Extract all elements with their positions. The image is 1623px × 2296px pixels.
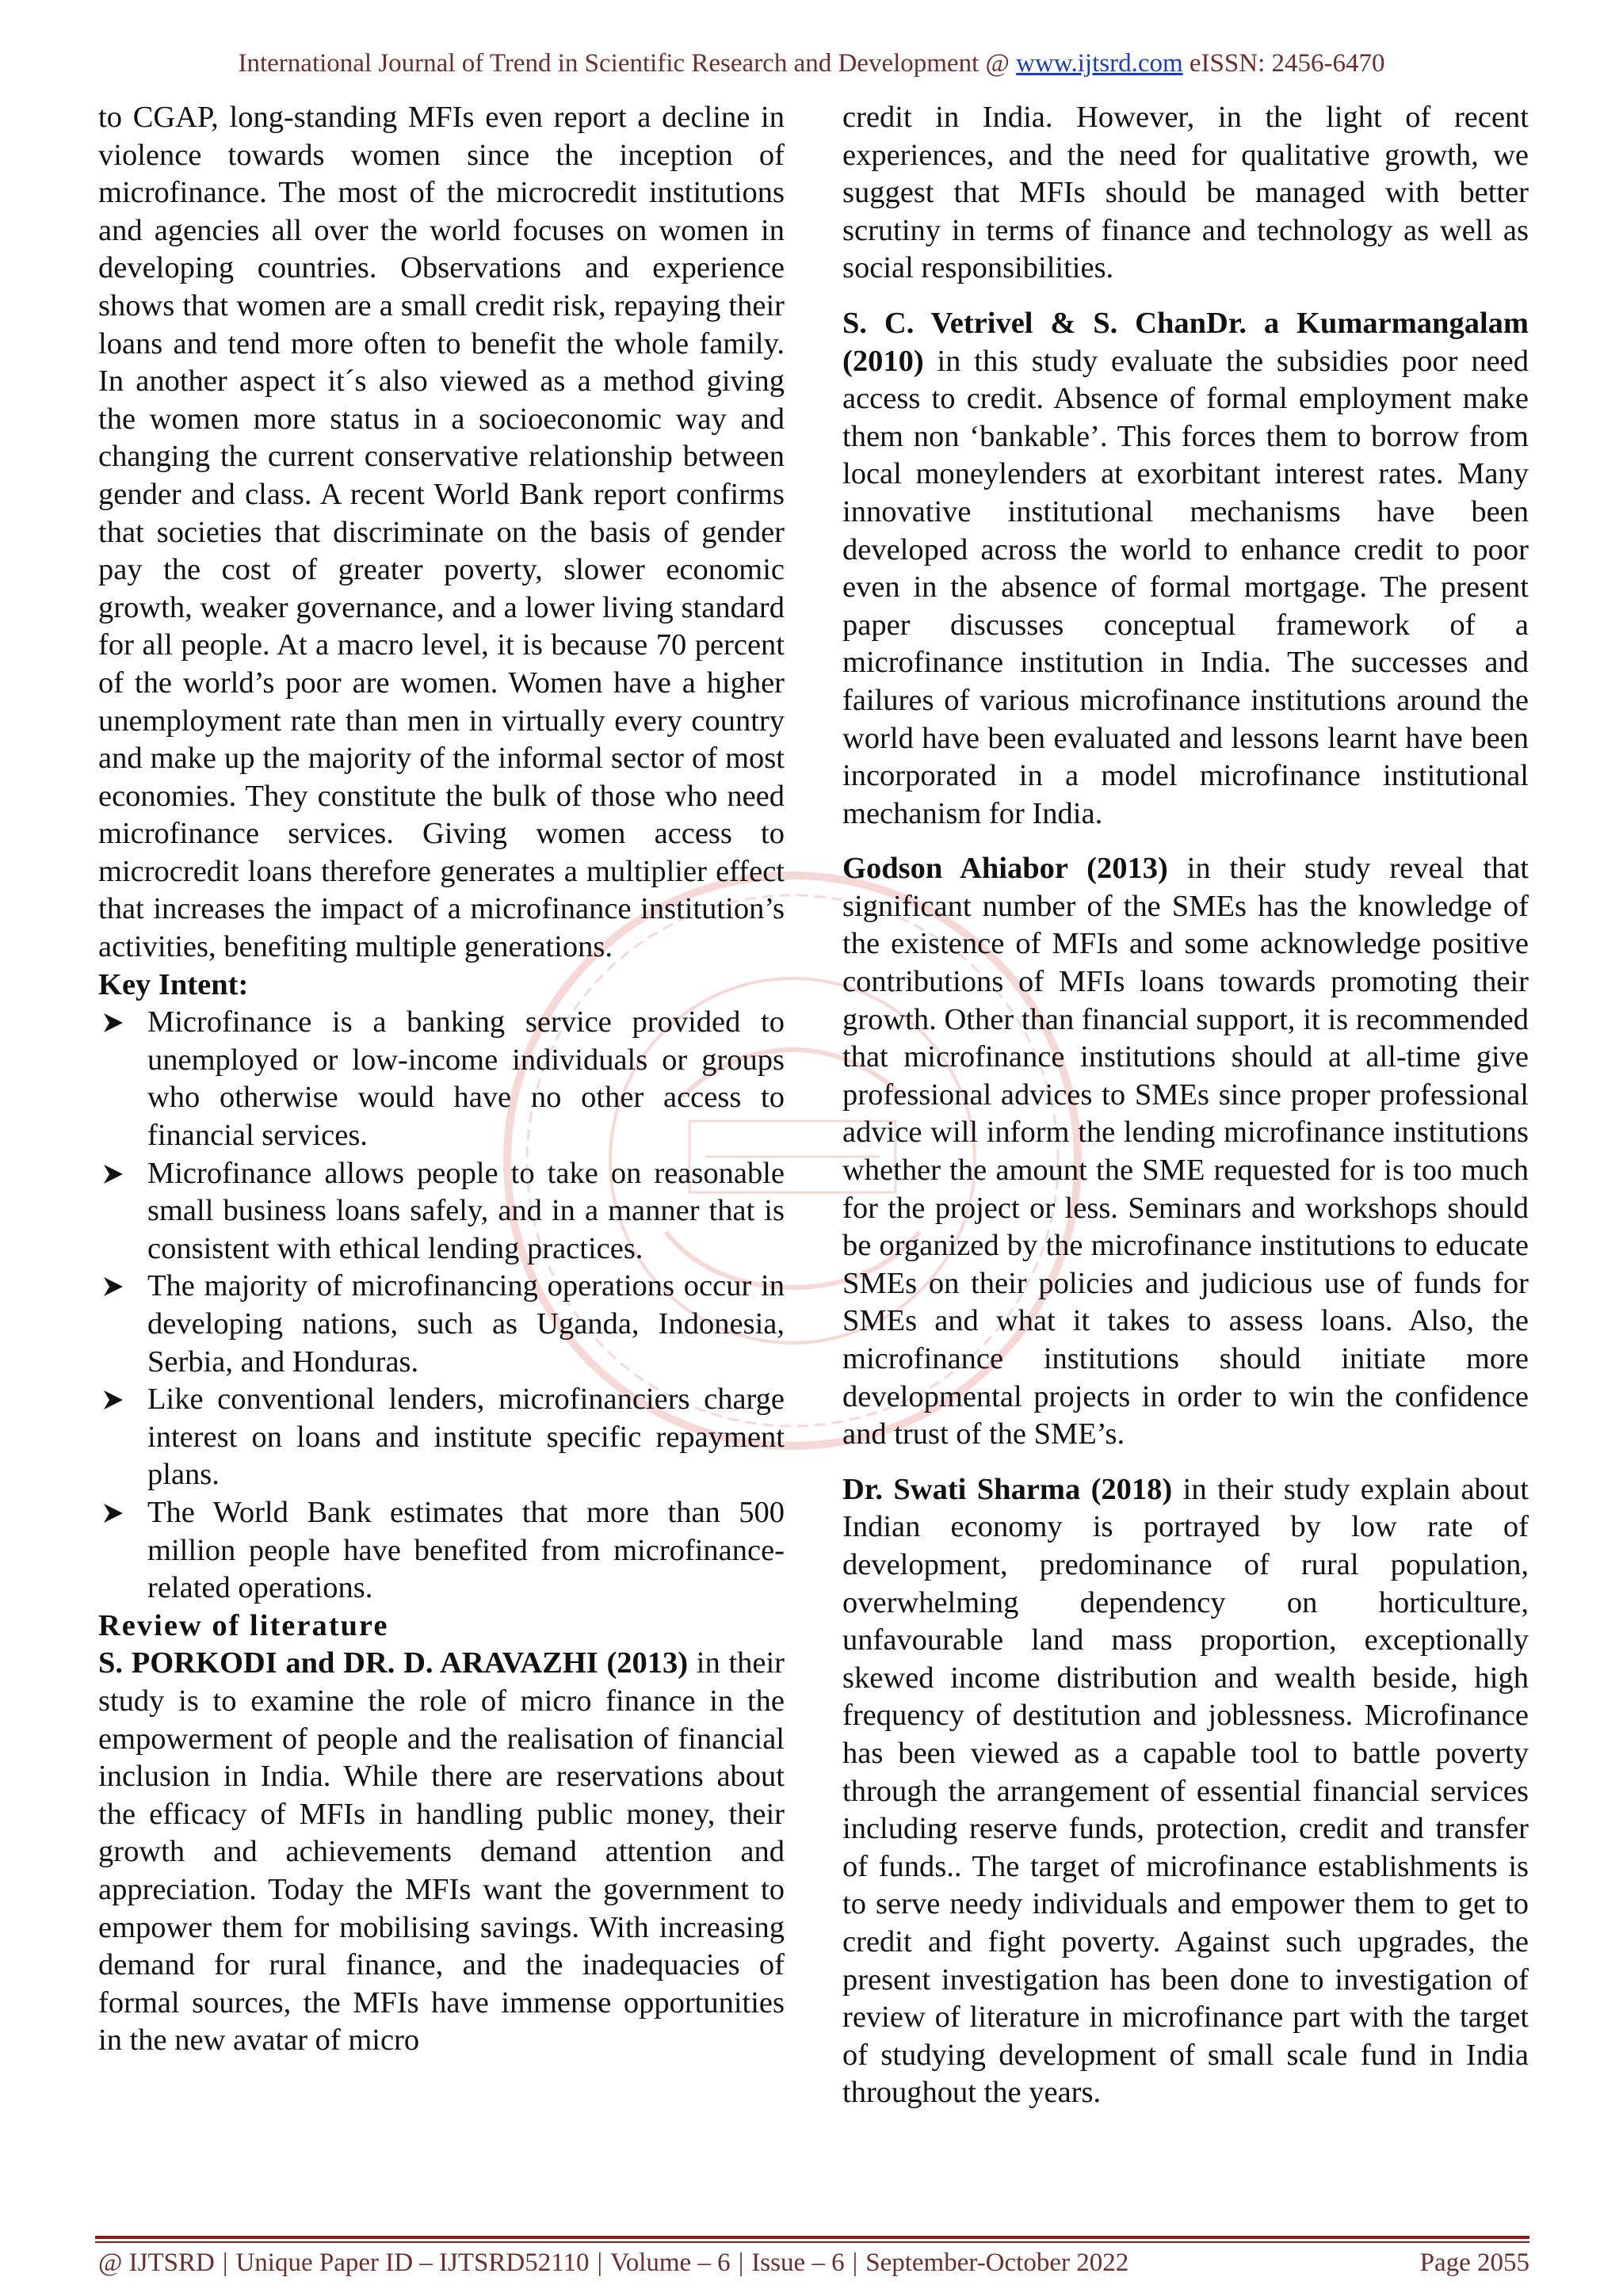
footer-paper-id: Unique Paper ID – IJTSRD52110 <box>235 2248 590 2277</box>
intro-paragraph: to CGAP, long-standing MFIs even report a decline in violence towards women since the inception of microfinance. The most of the microcredit institutions and agencies all over the world focuses on women in developing countries. Observations and experience shows that women are a small credit risk, repaying their loans and tend more often to benefit the whole family. In another aspect it´s also viewed as a method giving the women more status in a socioeconomic way and changing the current conservative relationship between gender and class. A recent World Bank report confirms that societies that discriminate on the basis of gender pay the cost of greater poverty, slower economic growth, weaker governance, and a lower living standard for all people. At a macro level, it is because 70 percent of the world’s poor are women. Women have a higher unemployment rate than men in virtually every country and make up the majority of the informal sector of most economies. They constitute the bulk of those who need microfinance services. Giving women access to microcredit loans therefore generates a multiplier effect that increases the impact of a microfinance institution’s activities, benefiting multiple generations. <box>98 101 785 964</box>
porkodi-paragraph: S. PORKODI and DR. D. ARAVAZHI (2013) in their study is to examine the role of micro finance in the empowerment of people and the realisation of financial inclusion in India. While there are reservations about the efficacy of MFIs in handling public money, their growth and achievements demand attention and appreciation. Today the MFIs want the government to empower them for mobilising savings. With increasing demand for rural finance, and the inadequacies of formal sources, the MFIs have immense opportunities in the new avatar of micro <box>98 1646 785 2058</box>
key-intent-heading: Key Intent: <box>98 967 249 1001</box>
journal-url-link[interactable]: www.ijtsrd.com <box>1016 49 1183 78</box>
journal-name: International Journal of Trend in Scientific Research and Development @ <box>238 49 1010 78</box>
vetrivel-citation: S. C. Vetrivel & S. ChanDr. a Kumarmangalam (2010) <box>842 306 1529 378</box>
list-item: Like conventional lenders, microfinanciers charge interest on loans and institute specific repayment plans. <box>98 1381 785 1494</box>
key-intent-list <box>98 1004 785 1608</box>
footer-volume: Volume – 6 <box>610 2248 731 2277</box>
arrowhead-bullet-icon <box>101 1268 125 1305</box>
running-footer: @ IJTSRD | Unique Paper ID – IJTSRD52110 | Volume – 6 | Issue – 6 | September-October 2022 Page 2055 <box>98 2248 1529 2277</box>
list-item: Microfinance allows people to take on reasonable small business loans safely, and in a manner that is consistent with ethical lending practices. <box>98 1155 785 1268</box>
swati-citation: Dr. Swati Sharma (2018) <box>842 1472 1173 1506</box>
continued-paragraph: credit in India. However, in the light of recent experiences, and the need for qualitative growth, we suggest that MFIs should be managed with better scrutiny in terms of finance and technology as well as social responsibilities. <box>842 101 1529 285</box>
footer-copyright: @ IJTSRD <box>98 2248 215 2277</box>
list-item: The World Bank estimates that more than 500 million people have benefited from microfinance-related operations. <box>98 1494 785 1608</box>
footer-rule-thin <box>95 2241 1529 2243</box>
arrowhead-bullet-icon <box>101 1494 125 1531</box>
eissn: eISSN: 2456-6470 <box>1189 49 1385 78</box>
list-item: The majority of microfinancing operations occur in developing nations, such as Uganda, Indonesia, Serbia, and Honduras. <box>98 1268 785 1381</box>
review-of-literature-heading: Review of literature <box>98 1608 389 1642</box>
left-column <box>98 99 785 2060</box>
godson-citation: Godson Ahiabor (2013) <box>842 852 1168 886</box>
footer-rule <box>95 2236 1529 2239</box>
porkodi-citation: S. PORKODI and DR. D. ARAVAZHI (2013) <box>98 1646 689 1680</box>
vetrivel-paragraph: S. C. Vetrivel & S. ChanDr. a Kumarmangalam (2010) in this study evaluate the subsidies poor need access to credit. Absence of formal employment make them non ‘bankable’. This forces them to borrow from local moneylenders at exorbitant interest rates. Many innovative institutional mechanisms have been developed across the world to enhance credit to poor even in the absence of formal mortgage. The present paper discusses conceptual framework of a microfinance institution in India. The successes and failures of various microfinance institutions around the world have been evaluated and lessons learnt have been incorporated in a model microfinance institutional mechanism for India. <box>842 306 1529 830</box>
godson-paragraph: Godson Ahiabor (2013) in their study reveal that significant number of the SMEs has the knowledge of the existence of MFIs and some acknowledge positive contributions of MFIs loans towards promoting their growth. Other than financial support, it is recommended that microfinance institutions should at all-time give professional advices to SMEs since proper professional advice will inform the lending microfinance institutions whether the amount the SME requested for is too much for the project or less. Seminars and workshops should be organized by the microfinance institutions to educate SMEs on their policies and judicious use of funds for SMEs and what it takes to assess loans. Also, the microfinance institutions should initiate more developmental projects in order to win the confidence and trust of the SME’s. <box>842 852 1529 1451</box>
arrowhead-bullet-icon <box>101 1004 125 1041</box>
page-number: Page 2055 <box>1419 2248 1529 2277</box>
arrowhead-bullet-icon <box>101 1381 125 1418</box>
running-header <box>0 49 1623 78</box>
swati-paragraph: Dr. Swati Sharma (2018) in their study explain about Indian economy is portrayed by low rate of development, predominance of rural population, overwhelming dependency on horticulture, unfavourable land mass proportion, exceptionally skewed income distribution and wealth beside, high frequency of destitution and joblessness. Microfinance has been viewed as a capable tool to battle poverty through the arrangement of essential financial services including reserve funds, protection, credit and transfer of funds.. The target of microfinance establishments is to serve needy individuals and empower them to get to credit and fight poverty. Against such upgrades, the present investigation has been done to investigation of review of literature in microfinance part with the target of studying development of small scale fund in India throughout the years. <box>842 1472 1529 2110</box>
arrowhead-bullet-icon <box>101 1155 125 1192</box>
right-column <box>842 99 1529 2112</box>
footer-date: September-October 2022 <box>865 2248 1129 2277</box>
footer-issue: Issue – 6 <box>751 2248 845 2277</box>
list-item: Microfinance is a banking service provided to unemployed or low-income individuals or groups who otherwise would have no other access to financial services. <box>98 1004 785 1154</box>
